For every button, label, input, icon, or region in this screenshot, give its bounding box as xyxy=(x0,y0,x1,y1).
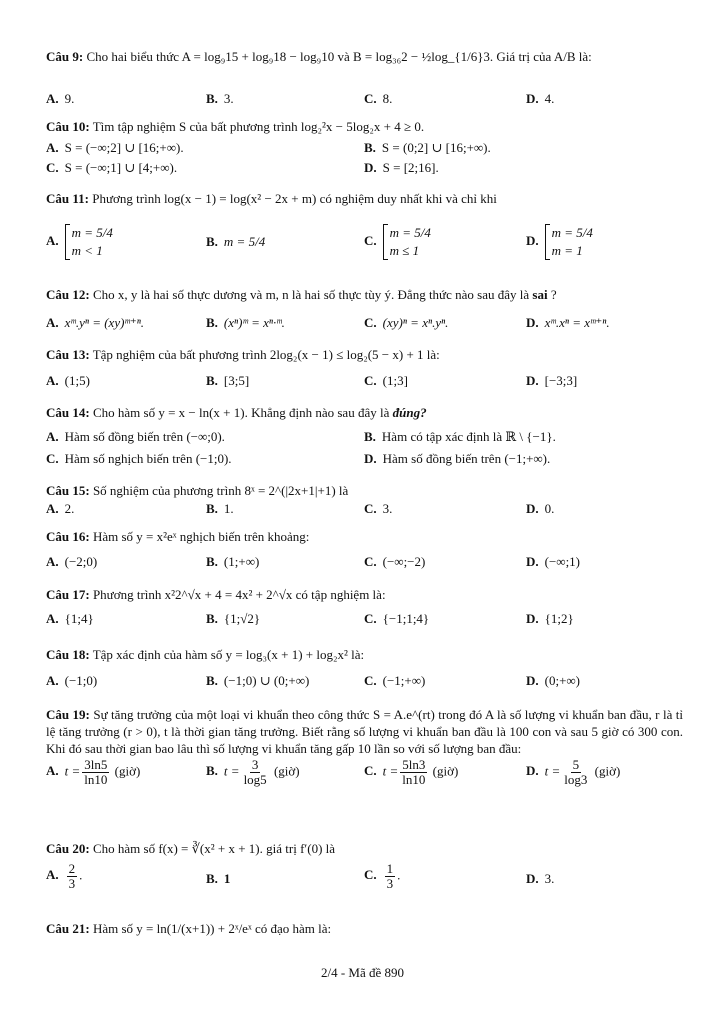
question-text: Cho hàm số y = x − ln(x + 1). Khẳng định nào sau đây là xyxy=(92,405,390,420)
option-b[interactable]: B. 1. xyxy=(206,501,234,516)
option-c[interactable]: C. 8. xyxy=(364,91,393,106)
option-c[interactable]: C. S = (−∞;1] ∪ [4;+∞). xyxy=(46,160,178,175)
option-d[interactable]: D. (−∞;1) xyxy=(526,554,581,569)
option-c[interactable]: C. 3. xyxy=(364,501,393,516)
option-d[interactable]: D. 3. xyxy=(526,871,555,886)
question-20: Câu 20: Cho hàm số f(x) = ∛(x² + x + 1). giá trị f′(0) là xyxy=(46,841,336,856)
option-b[interactable]: B. {1;√2} xyxy=(206,611,261,626)
option-c[interactable]: C. Hàm số nghịch biến trên (−1;0). xyxy=(46,451,232,466)
options-14-row1 xyxy=(46,429,686,449)
question-text: Cho hàm số f(x) = ∛(x² + x + 1). giá trị f′(0) là xyxy=(92,841,336,856)
option-d[interactable]: D. Hàm số đồng biến trên (−1;+∞). xyxy=(364,451,551,466)
question-text: Số nghiệm của phương trình 8ˣ = 2^(|2x+1|+1) là xyxy=(92,483,349,498)
option-c[interactable]: C. $\frac{1}{3}$ . xyxy=(364,861,401,891)
option-d[interactable]: D. 0. xyxy=(526,501,555,516)
question-text: Sự tăng trưởng của một loại vi khuẩn theo công thức S = A.e^(rt) trong đó A là số lượng vi khuẩn ban đầu, r là tỉ lệ tăng trưởng (r > 0), t là thời gian tăng trưởng. Biết rằng số lượng vi khuẩn ban đầu là 100 con và sau 5 giờ có 300 con. Khi đó sau thời gian bao lâu thì số lượng vi khuẩn tăng gấp 10 lần so với số lượng ban đầu: xyxy=(46,707,683,756)
options-10-row2 xyxy=(46,160,686,180)
option-b[interactable]: B. [3;5] xyxy=(206,373,250,388)
option-a[interactable]: A. $\frac{2}{3}$ . xyxy=(46,861,83,891)
options-14-row2 xyxy=(46,451,686,471)
options-13 xyxy=(46,373,686,393)
option-a[interactable]: A. (1;5) xyxy=(46,373,90,388)
option-d[interactable]: D. t = $\frac{5}{\log 3}$ (giờ) xyxy=(526,757,621,787)
question-10: Câu 10: Tìm tập nghiệm S của bất phương trình log₂²x − 5log₂x + 4 ≥ 0. xyxy=(46,119,425,134)
options-16 xyxy=(46,554,686,574)
option-b[interactable]: B. Hàm có tập xác định là ℝ \ {−1}. xyxy=(364,429,556,444)
page-footer: 2/4 - Mã đề 890 xyxy=(320,965,405,980)
options-9 xyxy=(46,91,686,111)
options-12 xyxy=(46,315,686,335)
question-15: Câu 15: Số nghiệm của phương trình 8ˣ = 2^(|2x+1|+1) là xyxy=(46,483,349,498)
option-c[interactable]: C. (1;3] xyxy=(364,373,408,388)
question-19: Câu 19: Sự tăng trưởng của một loại vi khuẩn theo công thức S = A.e^(rt) trong đó A là số lượng vi khuẩn ban đầu, r là tỉ lệ tăng trưởng (r > 0), t là thời gian tăng trưởng. Biết rằng số lượng vi khuẩn ban đầu là 100 con và sau 5 giờ có 300 con. Khi đó sau thời gian bao lâu thì số lượng vi khuẩn tăng gấp 10 lần so với số lượng ban đầu: xyxy=(46,707,683,756)
options-20 xyxy=(46,862,686,896)
question-17: Câu 17: Phương trình x²2^√x + 4 = 4x² + 2^√x có tập nghiệm là: xyxy=(46,587,386,602)
option-d[interactable]: D. (0;+∞) xyxy=(526,673,581,688)
option-a[interactable]: A. {1;4} xyxy=(46,611,94,626)
options-15 xyxy=(46,501,686,521)
option-b[interactable]: B. (1;+∞) xyxy=(206,554,260,569)
option-a[interactable]: A. Hàm số đồng biến trên (−∞;0). xyxy=(46,429,225,444)
question-text: Phương trình x²2^√x + 4 = 4x² + 2^√x có tập nghiệm là: xyxy=(92,587,386,602)
question-text: Phương trình log(x − 1) = log(x² − 2x + m) có nghiệm duy nhất khi và chỉ khi xyxy=(92,191,497,206)
option-c[interactable]: C. (xy)ⁿ = xⁿ.yⁿ. xyxy=(364,315,449,330)
option-d[interactable]: D. 4. xyxy=(526,91,555,106)
question-18: Câu 18: Tập xác định của hàm số y = log₃(x + 1) + log₂x² là: xyxy=(46,647,365,662)
question-text: Cho x, y là hai số thực dương và m, n là hai số thực tùy ý. Đẳng thức nào sau đây là xyxy=(92,287,530,302)
question-text: Hàm số y = x²eˣ nghịch biến trên khoảng: xyxy=(92,529,310,544)
question-12: Câu 12: Cho x, y là hai số thực dương và m, n là hai số thực tùy ý. Đẳng thức nào sau đây là sai ? xyxy=(46,287,557,302)
question-text: Tập xác định của hàm số y = log₃(x + 1) + log₂x² là: xyxy=(92,647,365,662)
option-c[interactable]: C. (−∞;−2) xyxy=(364,554,426,569)
options-19 xyxy=(46,758,686,792)
options-11 xyxy=(46,222,686,270)
option-b[interactable]: B. (−1;0) ∪ (0;+∞) xyxy=(206,673,310,688)
option-c[interactable]: C. m = 5/4 m ≤ 1 xyxy=(364,225,431,258)
options-10-row1 xyxy=(46,140,686,160)
option-b[interactable]: B. S = (0;2] ∪ [16;+∞). xyxy=(364,140,491,155)
option-d[interactable]: D. S = [2;16]. xyxy=(364,160,439,175)
option-d[interactable]: D. m = 5/4 m = 1 xyxy=(526,225,593,258)
option-a[interactable]: A. S = (−∞;2] ∪ [16;+∞). xyxy=(46,140,184,155)
option-a[interactable]: A. xᵐ.yⁿ = (xy)ᵐ⁺ⁿ. xyxy=(46,315,145,330)
question-13: Câu 13: Tập nghiệm của bất phương trình 2log₂(x − 1) ≤ log₂(5 − x) + 1 là: xyxy=(46,347,440,362)
option-a[interactable]: A. t = $\frac{3\ln 5}{\ln 10}$ (giờ) xyxy=(46,757,141,787)
options-18 xyxy=(46,673,686,693)
option-d[interactable]: D. [−3;3] xyxy=(526,373,578,388)
option-d[interactable]: D. xᵐ.xⁿ = xᵐ⁺ⁿ. xyxy=(526,315,610,330)
option-a[interactable]: A. (−2;0) xyxy=(46,554,98,569)
question-emphasis: sai xyxy=(532,287,548,302)
question-text: Hàm số y = ln(1/(x+1)) + 2ˣ/eˣ có đạo hàm là: xyxy=(92,921,332,936)
option-b[interactable]: B. 1 xyxy=(206,871,231,886)
question-14: Câu 14: Cho hàm số y = x − ln(x + 1). Khẳng định nào sau đây là đúng? xyxy=(46,405,427,420)
option-c[interactable]: C. {−1;1;4} xyxy=(364,611,430,626)
option-b[interactable]: B. t = $\frac{3}{\log 5}$ (giờ) xyxy=(206,757,300,787)
question-16: Câu 16: Hàm số y = x²eˣ nghịch biến trên khoảng: xyxy=(46,529,310,544)
option-a[interactable]: A. 9. xyxy=(46,91,75,106)
question-9: Câu 9: Cho hai biểu thức A = log₉15 + log₉18 − log₉10 và B = log₃₆2 − ½log_{1/6}3. Giá trị của A/B là: xyxy=(46,49,592,64)
question-text: Tập nghiệm của bất phương trình 2log₂(x − 1) ≤ log₂(5 − x) + 1 là: xyxy=(92,347,440,362)
option-a[interactable]: A. (−1;0) xyxy=(46,673,98,688)
option-b[interactable]: B. m = 5/4 xyxy=(206,234,266,249)
option-a[interactable]: A. 2. xyxy=(46,501,75,516)
question-11: Câu 11: Phương trình log(x − 1) = log(x² − 2x + m) có nghiệm duy nhất khi và chỉ khi xyxy=(46,191,497,206)
option-d[interactable]: D. {1;2} xyxy=(526,611,574,626)
question-text: Tìm tập nghiệm S của bất phương trình log₂²x − 5log₂x + 4 ≥ 0. xyxy=(92,119,425,134)
question-21: Câu 21: Hàm số y = ln(1/(x+1)) + 2ˣ/eˣ có đạo hàm là: xyxy=(46,921,332,936)
option-a[interactable]: A. m = 5/4 m < 1 xyxy=(46,225,113,258)
options-17 xyxy=(46,611,686,631)
option-c[interactable]: C. t = $\frac{5\ln 3}{\ln 10}$ (giờ) xyxy=(364,757,459,787)
option-c[interactable]: C. (−1;+∞) xyxy=(364,673,426,688)
option-b[interactable]: B. (xⁿ)ᵐ = xⁿ·ᵐ. xyxy=(206,315,285,330)
question-text: Cho hai biểu thức A = log₉15 + log₉18 − log₉10 và B = log₃₆2 − ½log_{1/6}3. Giá trị của A/B là: xyxy=(86,49,592,64)
option-b[interactable]: B. 3. xyxy=(206,91,234,106)
question-emphasis: đúng? xyxy=(392,405,427,420)
